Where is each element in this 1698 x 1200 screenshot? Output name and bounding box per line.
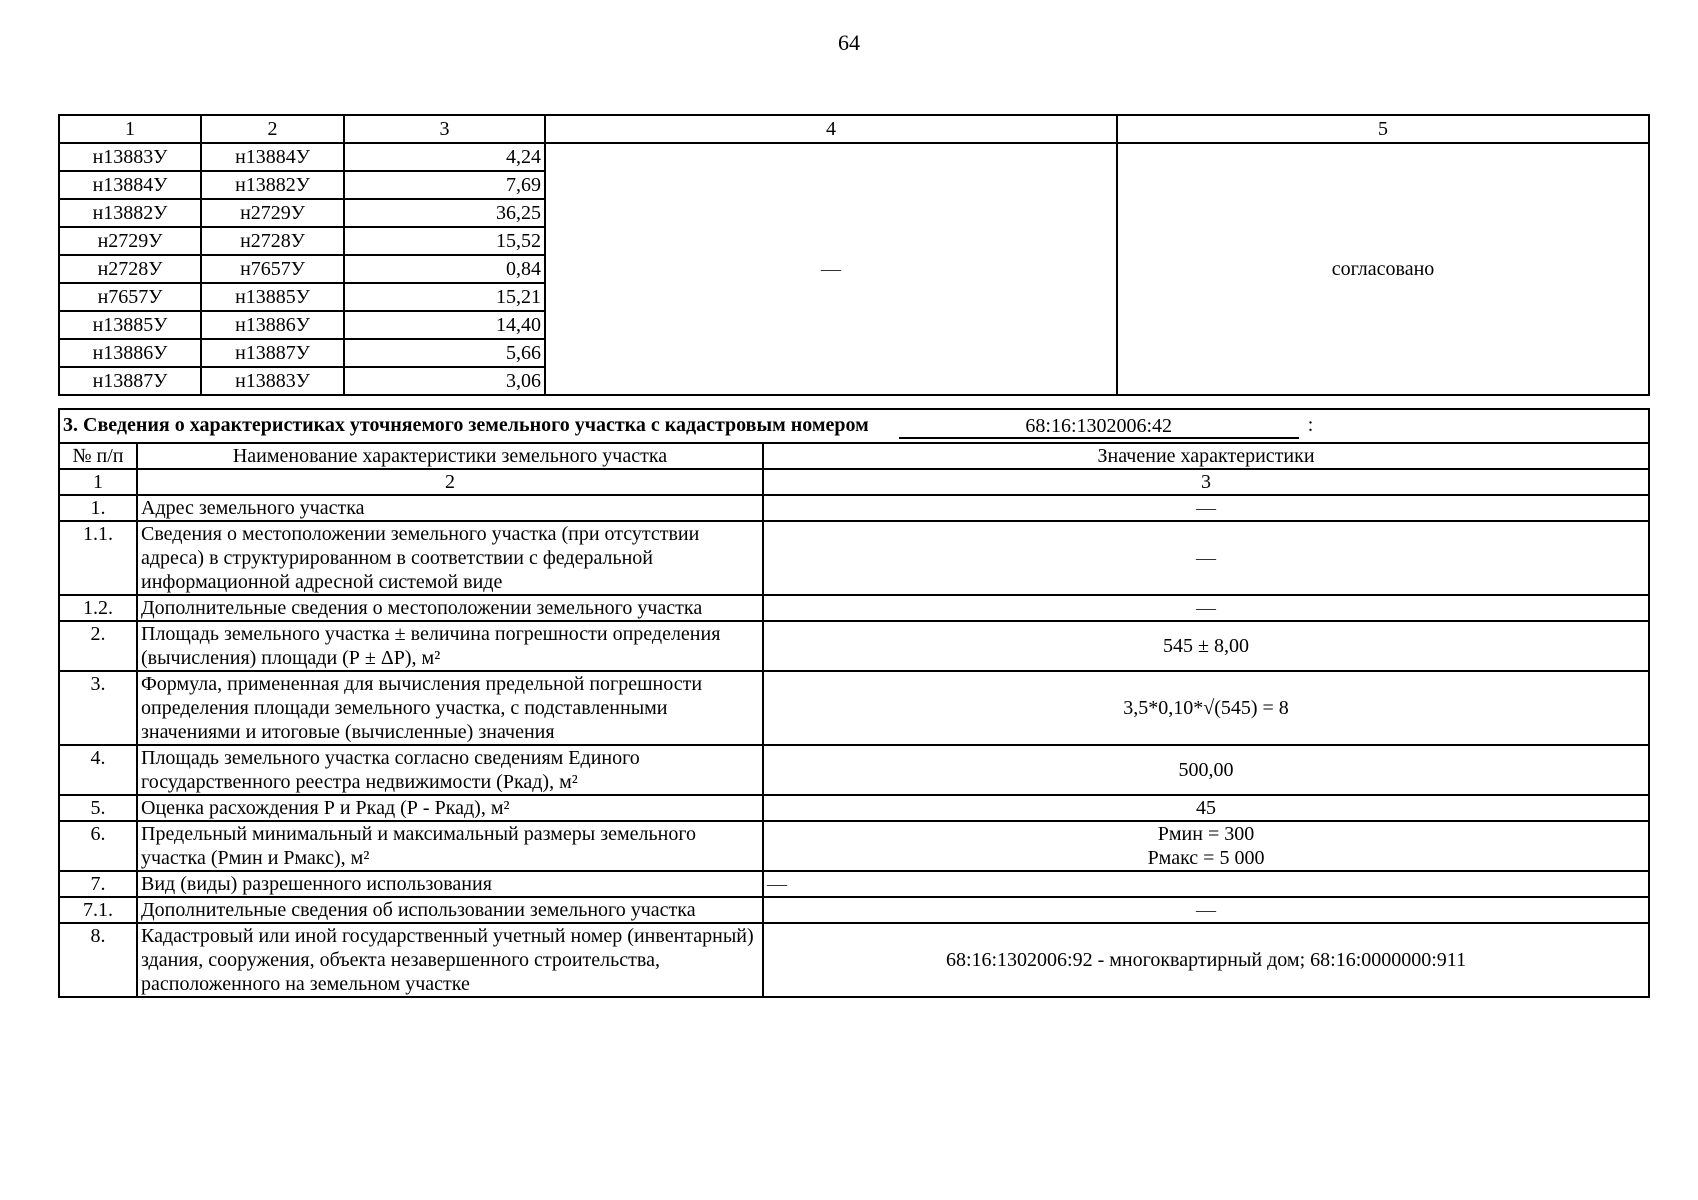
column-number: 1 [59,469,137,495]
segment-length: 0,84 [344,255,545,283]
characteristic-name: Площадь земельного участка согласно сведениям Единого государственного реестра недвижимости (Ркад), м² [137,745,763,795]
characteristic-name: Кадастровый или иной государственный учетный номер (инвентарный) здания, сооружения, объекта незавершенного строительства, расположенного на земельном участке [137,923,763,997]
table-header-row [59,115,1649,143]
characteristic-name: Предельный минимальный и максимальный размеры земельного участка (Рмин и Рмакс), м² [137,821,763,871]
column-header: 2 [201,115,344,143]
point-from: н13886У [59,339,201,367]
segment-length: 15,21 [344,283,545,311]
segment-length: 14,40 [344,311,545,339]
point-to: н13882У [201,171,344,199]
column-number: 2 [137,469,763,495]
table-row [59,871,1649,897]
column-header: 4 [545,115,1117,143]
table-row [59,897,1649,923]
characteristic-value: 545 ± 8,00 [763,621,1649,671]
table-row [59,671,1649,745]
segment-length: 7,69 [344,171,545,199]
characteristic-value: 68:16:1302006:92 - многоквартирный дом; 68:16:0000000:911 [763,923,1649,997]
boundary-segments-table [58,114,1650,396]
characteristic-name: Формула, примененная для вычисления предельной погрешности определения площади земельного участка, с подставленными значениями и итоговые (вычисленные) значения [137,671,763,745]
column-header: № п/п [59,443,137,469]
characteristic-name: Дополнительные сведения об использовании земельного участка [137,897,763,923]
point-to: н13883У [201,367,344,395]
characteristic-value: 3,5*0,10*√(545) = 8 [763,671,1649,745]
table-row [59,821,1649,871]
table-row [59,495,1649,521]
characteristic-value: 500,00 [763,745,1649,795]
column-number-row [59,469,1649,495]
characteristic-name: Площадь земельного участка ± величина погрешности определения (вычисления) площади (Р ± ΔР), м² [137,621,763,671]
characteristic-name: Адрес земельного участка [137,495,763,521]
section-title-row [59,409,1649,443]
column-header: 5 [1117,115,1649,143]
row-number: 6. [59,821,137,871]
point-from: н7657У [59,283,201,311]
title-colon: : [1307,414,1314,437]
point-to: н13886У [201,311,344,339]
segment-length: 15,52 [344,227,545,255]
column-header: Значение характеристики [763,443,1649,469]
column-header: Наименование характеристики земельного участка [137,443,763,469]
row-number: 2. [59,621,137,671]
characteristic-value: — [763,595,1649,621]
point-to: н13885У [201,283,344,311]
column-4-value: — [545,143,1117,395]
point-from: н2729У [59,227,201,255]
cadastral-number-field [899,414,1299,439]
table-header-row [59,443,1649,469]
characteristic-value: 45 [763,795,1649,821]
point-to: н13887У [201,339,344,367]
row-number: 4. [59,745,137,795]
characteristic-name: Дополнительные сведения о местоположении земельного участка [137,595,763,621]
characteristic-value: — [763,897,1649,923]
column-number: 3 [763,469,1649,495]
row-number: 3. [59,671,137,745]
area-min-value: Рмин = 300 [1157,823,1255,845]
column-header: 3 [344,115,545,143]
row-number: 7. [59,871,137,897]
row-number: 1.1. [59,521,137,595]
agreement-status: согласовано [1117,143,1649,395]
segment-length: 36,25 [344,199,545,227]
point-to: н13884У [201,143,344,171]
row-number: 8. [59,923,137,997]
page-number: 64 [838,30,860,55]
table-row [59,595,1649,621]
row-number: 7.1. [59,897,137,923]
cadastral-number: 68:16:1302006:42 [899,415,1299,439]
point-from: н13885У [59,311,201,339]
characteristic-name: Вид (виды) разрешенного использования [137,871,763,897]
characteristic-name: Оценка расхождения Р и Ркад (Р - Ркад), м² [137,795,763,821]
section-title: 3. Сведения о характеристиках уточняемого земельного участка с кадастровым номером [63,414,869,437]
table-row [59,143,1649,171]
segment-length: 4,24 [344,143,545,171]
characteristic-value: — [763,495,1649,521]
column-header: 1 [59,115,201,143]
characteristic-value-cell [763,821,1649,871]
area-max-value: Рмакс = 5 000 [1147,847,1265,869]
segment-length: 3,06 [344,367,545,395]
point-from: н13883У [59,143,201,171]
characteristic-value: — [763,871,1649,897]
point-from: н2728У [59,255,201,283]
row-number: 1.2. [59,595,137,621]
row-number: 1. [59,495,137,521]
characteristic-name: Сведения о местоположении земельного участка (при отсутствии адреса) в структурированном в соответствии с федеральной информационной адресной системой виде [137,521,763,595]
table-row [59,521,1649,595]
characteristics-table [58,408,1650,998]
segment-length: 5,66 [344,339,545,367]
section-title-cell [59,409,1649,443]
point-from: н13884У [59,171,201,199]
table-row [59,621,1649,671]
table-row [59,923,1649,997]
row-number: 5. [59,795,137,821]
table-row [59,795,1649,821]
characteristic-value: — [763,521,1649,595]
point-to: н2729У [201,199,344,227]
point-from: н13887У [59,367,201,395]
point-to: н2728У [201,227,344,255]
point-to: н7657У [201,255,344,283]
point-from: н13882У [59,199,201,227]
table-row [59,745,1649,795]
